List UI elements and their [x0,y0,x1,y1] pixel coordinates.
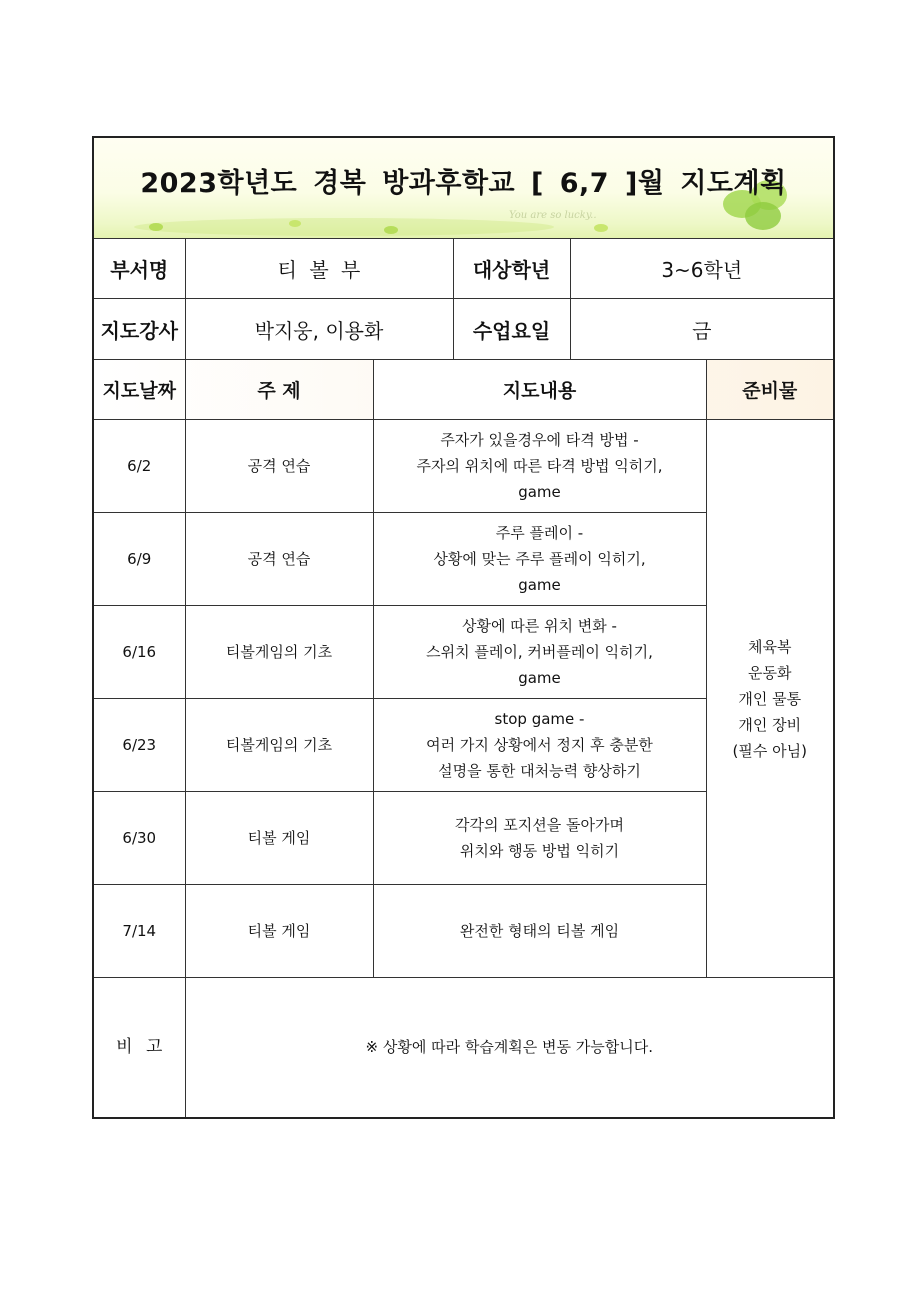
content-line: 상황에 맞는 주루 플레이 익히기, [433,550,646,568]
content-line: 각각의 포지션을 돌아가며 [455,816,624,834]
table-row [93,420,834,513]
material-item: 체육복 [748,637,792,656]
title-banner [93,137,834,239]
content-line: 설명을 통한 대처능력 향상하기 [438,762,641,780]
content-line: 여러 가지 상황에서 정지 후 충분한 [426,736,653,754]
day-value: 금 [570,299,834,360]
content-line: stop game - [494,710,585,728]
content-line: game [518,576,561,594]
row-topic: 티볼게임의 기초 [185,699,373,792]
row-content [373,792,706,885]
content-line: game [518,669,561,687]
header-content: 지도내용 [373,360,706,420]
row-topic: 공격 연습 [185,420,373,513]
row-topic: 티볼 게임 [185,885,373,978]
row-topic: 공격 연습 [185,513,373,606]
teacher-value: 박지웅, 이용화 [185,299,453,360]
material-item: 개인 장비 [738,715,802,734]
material-item: (필수 아님) [732,741,807,760]
header-topic: 주 제 [185,360,373,420]
grade-value: 3~6학년 [570,239,834,299]
dept-value: 티 볼 부 [185,239,453,299]
day-label: 수업요일 [453,299,570,360]
row-date: 6/30 [93,792,185,885]
row-date: 6/2 [93,420,185,513]
teacher-label: 지도강사 [93,299,185,360]
remarks-text: ※ 상황에 따라 학습계획은 변동 가능합니다. [185,978,834,1118]
header-materials: 준비물 [706,360,834,420]
content-line: 주자의 위치에 따른 타격 방법 익히기, [416,457,663,475]
row-content [373,699,706,792]
page-title: 2023학년도 경복 방과후학교 [ 6,7 ]월 지도계획 [140,167,787,199]
content-line: 주루 플레이 - [495,524,584,542]
content-line: 주자가 있을경우에 타격 방법 - [440,431,639,449]
materials-cell [706,420,834,978]
material-item: 운동화 [748,663,792,682]
row-topic: 티볼 게임 [185,792,373,885]
material-item: 개인 물통 [738,689,802,708]
remarks-label: 비 고 [93,978,185,1118]
row-content [373,606,706,699]
content-line: game [518,483,561,501]
row-date: 6/9 [93,513,185,606]
header-date: 지도날짜 [93,360,185,420]
content-line: 스위치 플레이, 커버플레이 익히기, [426,643,653,661]
row-content [373,420,706,513]
plan-table [92,136,835,1119]
row-content [373,885,706,978]
row-date: 6/16 [93,606,185,699]
row-topic: 티볼게임의 기초 [185,606,373,699]
grade-label: 대상학년 [453,239,570,299]
title-decoration-text: You are so lucky.. [509,210,597,221]
dept-label: 부서명 [93,239,185,299]
row-date: 7/14 [93,885,185,978]
content-line: 완전한 형태의 티볼 게임 [459,922,620,940]
content-line: 상황에 따른 위치 변화 - [462,617,617,635]
content-line: 위치와 행동 방법 익히기 [459,842,620,860]
row-date: 6/23 [93,699,185,792]
row-content [373,513,706,606]
